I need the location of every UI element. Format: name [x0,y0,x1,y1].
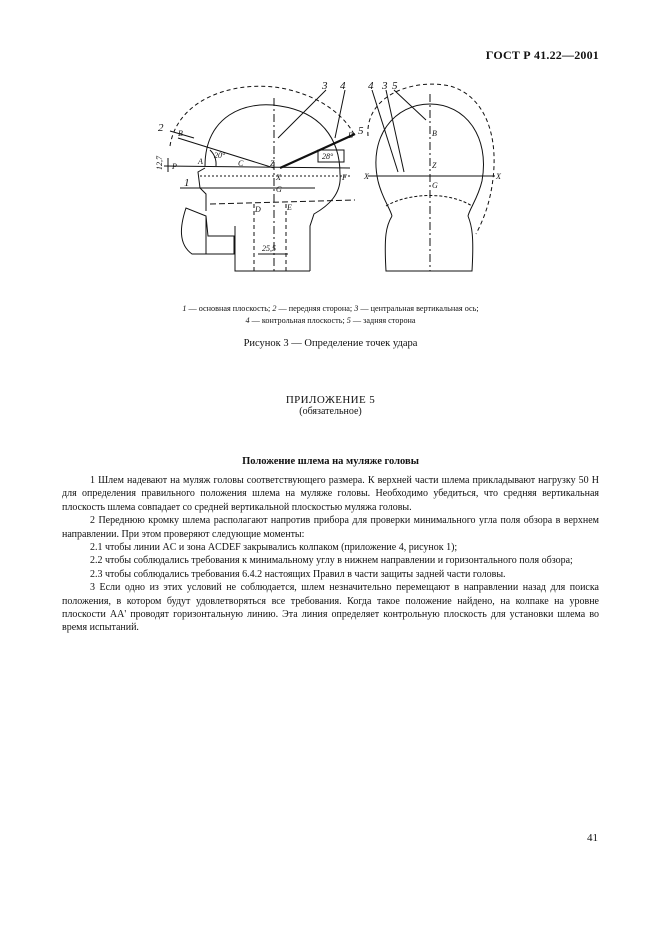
helmet-diagram-svg [150,76,520,281]
legend-line-1 [60,303,601,315]
label-angle-28: 28° [322,152,334,161]
label-X: X [276,173,281,182]
legend-text: — передняя сторона; [276,304,355,313]
label-2: 2 [158,122,164,134]
label-1: 1 [184,177,190,189]
label-dim-12-7: 12,7 [155,156,164,170]
label-A: A [198,157,203,166]
paragraph-2-1: 2.1 чтобы линии AC и зона ACDEF закрывались колпаком (приложение 4, рисунок 1); [90,542,458,554]
leader-4-side [335,90,345,138]
label-P: P [172,162,177,171]
figure-caption: Рисунок 3 — Определение точек удара [243,338,418,349]
label-5-front: 5 [392,80,398,92]
label-dim-25-5: 25,5 [262,244,276,253]
head-front-side [198,168,206,211]
label-X-front-r: X [496,172,501,181]
label-5: 5 [358,125,364,137]
label-3: 3 [322,80,328,92]
shoulder-front [386,196,472,207]
label-angle-20: 20° [214,151,226,160]
appendix-title: ПРИЛОЖЕНИЕ 5 [285,394,376,406]
page-number: 41 [587,832,598,844]
helmet-impact-diagram [150,76,520,281]
legend-text: — задняя сторона [350,316,416,325]
neck-front [385,216,473,271]
chin-side [181,208,234,254]
head-back-side [310,174,340,271]
label-4: 4 [340,80,346,92]
head-left-front [378,181,392,216]
label-Z-front: Z [432,161,437,170]
label-G: G [276,185,282,194]
figure-legend [60,303,601,327]
label-D: D [255,205,261,214]
legend-num: 2 [272,304,277,313]
label-4-front: 4 [368,80,374,92]
label-G-front: G [432,181,438,190]
label-X-front-l: X [364,172,369,181]
legend-num: 1 [182,304,187,313]
appendix-subtitle: (обязательное) [299,406,362,417]
body-text [62,474,599,635]
label-Z: Z [270,159,275,168]
paragraph-2: 2 Переднюю кромку шлема располагают напротив прибора для проверки минимального угла поля обзора в верхнем направлении. При этом проверяют следующие моменты: [62,515,599,540]
label-B: B [178,129,183,138]
label-F: F [342,173,347,182]
label-E: E [287,203,292,212]
legend-num: 5 [346,316,351,325]
label-3-front: 3 [382,80,388,92]
legend-text: — контрольная плоскость; [249,316,347,325]
paragraph-3: 3 Если одно из этих условий не соблюдается, шлем незначительно перемещают в направлении назад для поиска положения, в котором будут удовлетворяться все требования. Когда такое положение найдено, на колпаке на уровне плоскости AA' проводят горизонтальную линию. Эта линия определяет контрольную плоскость для установки шлема во время испытаний. [62,582,599,634]
line-AC [178,138,274,168]
legend-text: — основная плоскость; [186,304,273,313]
legend-text: — центральная вертикальная ось; [358,304,479,313]
label-B-right: B [348,131,353,140]
leader-3-front [386,90,404,172]
paragraph-1: 1 Шлем надевают на муляж головы соответствующего размера. К верхней части шлема прикладывают нагрузку 50 Н для определения правильного положения шлема на муляже головы. Необходимо убедиться, что средняя вертикальная плоскость шлема совпадает со средней вертикальной плоскостью муляжа головы. [62,475,599,513]
label-B-front: B [432,129,437,138]
helmet-outline-side [170,86,355,146]
label-C: C [238,159,244,168]
paragraph-2-3: 2.3 чтобы соблюдались требования 6.4.2 настоящих Правил в части защиты задней части головы. [90,568,506,580]
helmet-outline-front [368,84,494,234]
document-header: ГОСТ Р 41.22—2001 [485,48,599,62]
legend-num: 3 [354,304,359,313]
paragraph-2-2: 2.2 чтобы соблюдались требования к минимальному углу в нижнем направлении и горизонтального поля обзора; [90,555,573,567]
plane-line-A [164,166,350,168]
section-heading: Положение шлема на муляже головы [242,456,419,467]
plane-line-lower [210,200,355,204]
leader-3-side [278,90,326,138]
legend-num: 4 [245,316,250,325]
legend-line-2 [60,315,601,327]
